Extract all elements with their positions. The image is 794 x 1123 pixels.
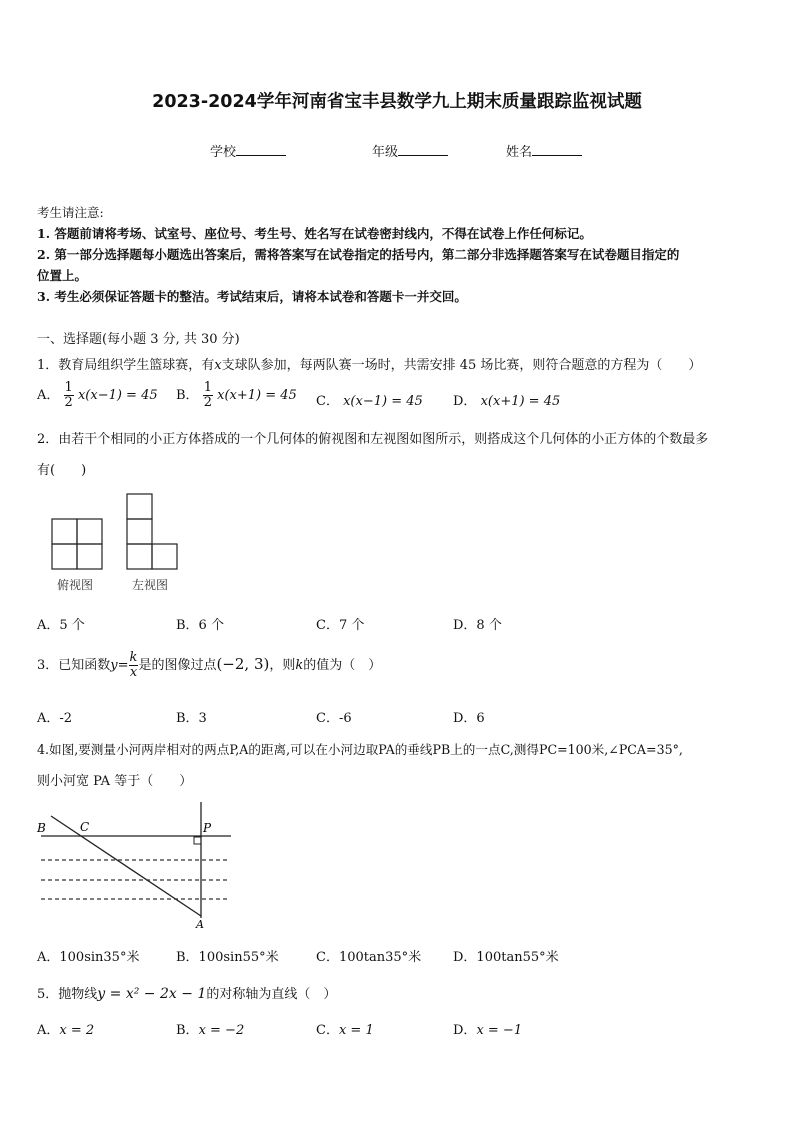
q1-stem-b: 支球队参加，每两队赛一场时，共需安排 45 场比赛，则符合题意的方程为（ ） (221, 358, 702, 373)
notice-item-3: 3. 考生必须保证答题卡的整洁。考试结束后，请将本试卷和答题卡一并交回。 (37, 289, 467, 304)
q1-var: x (214, 358, 222, 373)
q2-option-a[interactable]: A．5 个 (37, 618, 85, 633)
q1-option-b-fraction (203, 381, 213, 410)
q1-option-a-expr: x(x−1) = 45 (77, 388, 158, 403)
q3-stem (37, 651, 381, 680)
q5-option-b-label: B． (176, 1023, 199, 1038)
top-view-label: 俯视图 (57, 578, 94, 592)
q1-option-a[interactable] (37, 381, 158, 410)
q5-stem (37, 983, 336, 1002)
grade-field (372, 141, 448, 160)
q4-option-b[interactable]: B．100sin55°米 (176, 950, 279, 965)
q3-option-d[interactable]: D．6 (453, 711, 485, 726)
left-view-cell (152, 544, 177, 569)
q4-option-c[interactable]: C．100tan35°米 (316, 950, 422, 965)
school-field (210, 141, 286, 160)
q4-option-d[interactable]: D．100tan55°米 (453, 950, 559, 965)
q2-option-c[interactable]: C．7 个 (316, 618, 365, 633)
q2-views-figure (45, 490, 185, 596)
grade-blank[interactable] (398, 143, 448, 156)
q1-option-a-label: A． (37, 388, 60, 403)
q5-stem-b: 的对称轴为直线（ ） (206, 987, 337, 1002)
q5-option-a-value: x = 2 (59, 1023, 95, 1038)
q1-a-numerator: 1 (64, 380, 73, 395)
q1-option-d-label: D． (453, 394, 477, 409)
q3-point: (−2, 3) (216, 655, 270, 673)
top-view-cell (77, 519, 102, 544)
q3-y: y (110, 658, 118, 673)
q5-option-d-value: x = −1 (476, 1023, 523, 1038)
left-view-cell (127, 519, 152, 544)
top-view-cell (52, 519, 77, 544)
q5-expr: y = x² − 2x − 1 (97, 986, 207, 1002)
q2-stem: 2．由若干个相同的小正方体搭成的一个几何体的俯视图和左视图如图所示，则搭成这个几何体的小正方体的个数最多 (37, 432, 709, 447)
line-ca (51, 816, 201, 916)
q3-option-a[interactable]: A．-2 (37, 711, 73, 726)
q3-fraction (129, 651, 139, 680)
q5-option-c[interactable] (316, 1019, 374, 1038)
q4-stem-cont: 则小河宽 PA 等于（ ） (37, 774, 193, 789)
q5-option-b-value: x = −2 (198, 1023, 245, 1038)
left-view-cell (127, 544, 152, 569)
q2-option-b[interactable]: B．6 个 (176, 618, 224, 633)
q3-k: k (129, 650, 138, 665)
q4-river-figure (35, 800, 235, 934)
top-view-cell (52, 544, 77, 569)
q5-option-c-label: C． (316, 1023, 339, 1038)
name-label: 姓名 (506, 145, 533, 160)
q3-stem-b: 是的图像过点 (138, 658, 217, 673)
notice-heading: 考生请注意: (37, 205, 104, 220)
name-blank[interactable] (532, 143, 582, 156)
q5-option-a[interactable] (37, 1019, 94, 1038)
q3-option-c[interactable]: C．-6 (316, 711, 352, 726)
q5-option-d[interactable] (453, 1019, 522, 1038)
q5-option-c-value: x = 1 (338, 1023, 374, 1038)
q3-option-b[interactable]: B．3 (176, 711, 207, 726)
q3-k2: k (295, 658, 304, 673)
point-a-label: A (196, 918, 204, 931)
q5-option-b[interactable] (176, 1019, 244, 1038)
left-view-cell (127, 494, 152, 519)
name-field (506, 141, 582, 160)
school-label: 学校 (210, 145, 237, 160)
q5-stem-a: 5．抛物线 (37, 987, 98, 1002)
q1-option-d-expr: x(x+1) = 45 (480, 394, 561, 409)
q5-option-a-label: A． (37, 1023, 60, 1038)
point-p-label: P (203, 821, 212, 835)
q1-b-denominator: 2 (203, 395, 212, 410)
q2-stem-cont: 有( ) (37, 463, 87, 478)
q1-a-denominator: 2 (64, 395, 73, 410)
right-angle-mark (194, 837, 201, 844)
top-view-grid (52, 519, 102, 569)
section-heading: 一、选择题(每小题 3 分, 共 30 分) (37, 332, 240, 347)
q1-option-a-fraction (64, 381, 74, 410)
page-title: 2023-2024学年河南省宝丰县数学九上期末质量跟踪监视试题 (152, 92, 642, 112)
q4-option-a[interactable]: A．100sin35°米 (37, 950, 140, 965)
q3-stem-c: ，则 (269, 658, 296, 673)
q3-x: x (129, 665, 138, 680)
notice-item-1: 1. 答题前请将考场、试室号、座位号、考生号、姓名写在试卷密封线内，不得在试卷上作任何标记。 (37, 226, 592, 241)
left-view-grid (127, 494, 177, 569)
grade-label: 年级 (372, 145, 399, 160)
q5-option-d-label: D． (453, 1023, 477, 1038)
point-c-label: C (80, 820, 90, 834)
top-view-cell (77, 544, 102, 569)
q3-stem-d: 的值为（ ） (303, 658, 382, 673)
left-view-label: 左视图 (132, 578, 169, 592)
q2-option-d[interactable]: D．8 个 (453, 618, 502, 633)
point-b-label: B (37, 821, 46, 835)
school-blank[interactable] (236, 143, 286, 156)
q1-b-numerator: 1 (203, 380, 212, 395)
q1-option-c-expr: x(x−1) = 45 (343, 394, 423, 409)
q1-option-b-expr: x(x+1) = 45 (217, 388, 297, 403)
q3-eq: = (117, 658, 129, 673)
q1-option-c-label: C． (316, 394, 339, 409)
q1-option-c[interactable] (316, 390, 423, 409)
q3-stem-a: 3．已知函数 (37, 658, 111, 673)
notice-item-2-cont: 位置上。 (37, 268, 88, 283)
q1-option-b[interactable] (176, 381, 297, 410)
q1-option-d[interactable] (453, 390, 560, 409)
q1-stem-a: 1．教育局组织学生篮球赛，有 (37, 358, 215, 373)
notice-item-2: 2. 第一部分选择题每小题选出答案后，需将答案写在试卷指定的括号内，第二部分非选择题答案写在试卷题目指定的 (37, 247, 680, 262)
q1-stem (37, 354, 701, 373)
q1-option-b-label: B． (176, 388, 199, 403)
q4-stem: 4.如图,要测量小河两岸相对的两点P,A的距离,可以在小河边取PA的垂线PB上的一点C,测得PC=100米,∠PCA=35°, (37, 742, 683, 757)
